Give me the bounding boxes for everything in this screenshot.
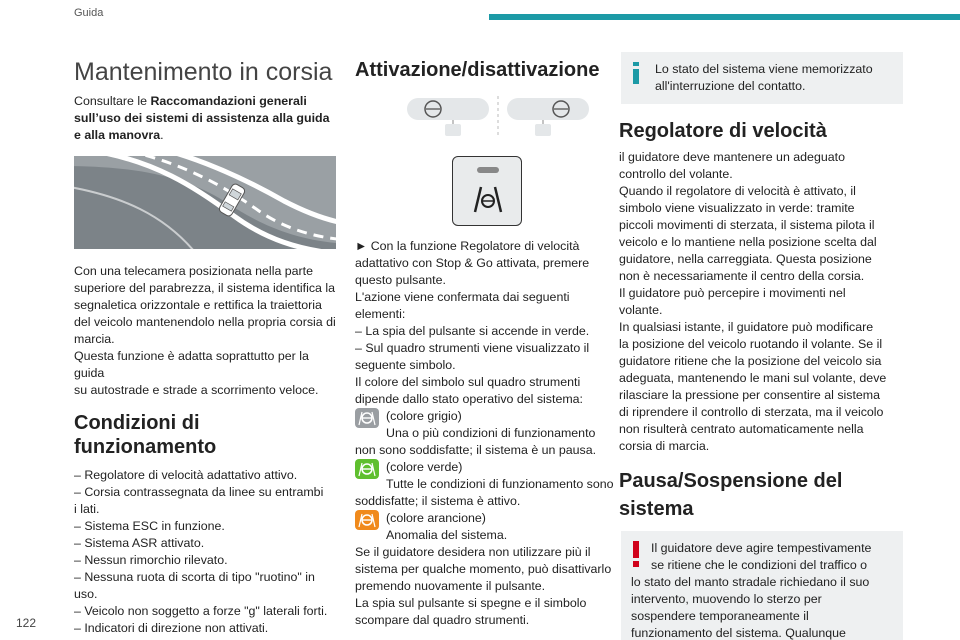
activation-line: adattativo con Stop & Go attivata, premere xyxy=(355,256,590,270)
state-grey-line2: non sono soddisfatte; il sistema è un pausa. xyxy=(355,443,597,457)
intro-paragraph xyxy=(74,93,336,144)
title-line: sistema xyxy=(619,498,694,520)
description-line: segnaletica orizzontale e rettifica la traiettoria xyxy=(74,298,322,312)
state-grey-line1: Una o più condizioni di funzionamento xyxy=(386,426,596,440)
state-green-label: (colore verde) xyxy=(386,460,463,474)
regulator-line: non è necessariamente il centro della corsia. xyxy=(619,269,865,283)
conditions-list xyxy=(74,467,336,637)
regulator-line: guidatore, nella carreggiata. Questa posizione xyxy=(619,252,872,266)
warning-line: sospendere temporaneamente il xyxy=(631,609,809,623)
deactivation-text xyxy=(355,544,620,629)
warning-note-box xyxy=(621,531,903,640)
subtitle-line: Condizioni di xyxy=(74,412,200,434)
regulator-line: Il guidatore può percepire i movimenti nel xyxy=(619,286,846,300)
warning-line: lo stato del manto stradale richiedano il suo xyxy=(631,575,870,589)
state-grey xyxy=(355,408,620,459)
info-note-box xyxy=(621,52,903,104)
column-lane-keeping xyxy=(74,52,336,637)
lane-assist-button[interactable] xyxy=(452,156,522,226)
regulator-line: controllo del volante. xyxy=(619,167,733,181)
condition-item: – Sistema ASR attivato. xyxy=(74,536,205,550)
state-grey-label: (colore grigio) xyxy=(386,409,462,423)
description-line: superiore del parabrezza, il sistema identifica la xyxy=(74,281,336,295)
regulator-line: corsia di marcia. xyxy=(619,439,710,453)
condition-item: – Nessuna ruota di scorta di tipo "ruotino" in xyxy=(74,570,315,584)
regulator-line: In qualsiasi istante, il guidatore può modificare xyxy=(619,320,874,334)
condition-item: – Sistema ESC in funzione. xyxy=(74,519,225,533)
condition-item: – Regolatore di velocità adattativo attivo. xyxy=(74,468,298,482)
activation-title: Attivazione/disattivazione xyxy=(355,59,600,81)
deactivation-line: scompare dal quadro strumenti. xyxy=(355,613,530,627)
regulator-line: adeguata, mantenendo le mani sul volante, deve xyxy=(619,371,887,385)
activation-text xyxy=(355,238,620,408)
regulator-line: non risulterà centrato automaticamente nella xyxy=(619,422,864,436)
state-green xyxy=(355,459,620,510)
lane-assist-orange-icon xyxy=(355,510,379,530)
state-orange-line1: Anomalia del sistema. xyxy=(386,528,508,542)
description-line: su autostrade e strade a scorrimento veloce. xyxy=(74,383,319,397)
description-line: Con una telecamera posizionata nella parte xyxy=(74,264,314,278)
activation-line: – Sul quadro strumenti viene visualizzato il xyxy=(355,341,590,355)
regulator-line: guidatore ritiene che la posizione del veicolo sia xyxy=(619,354,882,368)
deactivation-line: La spia sul pulsante si spegne e il simbolo xyxy=(355,596,587,610)
info-icon xyxy=(632,62,640,84)
state-green-line1: Tutte le condizioni di funzionamento sono xyxy=(386,477,614,491)
dashboard-buttons-illustration xyxy=(365,94,630,140)
condition-item: – Nessun rimorchio rilevato. xyxy=(74,553,228,567)
warning-line: se ritiene che le condizioni del traffico o xyxy=(651,558,868,572)
activation-line: – La spia del pulsante si accende in verde. xyxy=(355,324,590,338)
lane-keeping-description xyxy=(74,263,336,399)
intro-bold-reference: Raccomandazioni generali sull’uso dei sistemi di assistenza alla guida e alla manovra xyxy=(74,94,330,142)
warning-line: intervento, muovendo lo sterzo per xyxy=(631,592,822,606)
activation-line: ► Con la funzione Regolatore di velocità xyxy=(355,239,580,253)
regulator-line: simbolo viene visualizzato in verde: tramite xyxy=(619,201,855,215)
activation-line: dipende dallo stato operativo del sistema: xyxy=(355,392,583,406)
lane-assist-icon xyxy=(453,157,523,227)
intro-suffix: . xyxy=(160,128,164,142)
state-green-line2: soddisfatte; il sistema è attivo. xyxy=(355,494,521,508)
regulator-line: Quando il regolatore di velocità è attivato, il xyxy=(619,184,856,198)
regulator-line: piccoli movimenti di sterzata, il sistema pilota il xyxy=(619,218,875,232)
regulator-line: veicolo e lo mantiene nella posizione scelta dal xyxy=(619,235,877,249)
speed-regulator-text xyxy=(619,149,909,455)
deactivation-line: premendo nuovamente il pulsante. xyxy=(355,579,546,593)
description-line: marcia. xyxy=(74,332,115,346)
lane-assist-grey-icon xyxy=(355,408,379,428)
operating-conditions-title xyxy=(74,411,336,459)
speed-regulator-title: Regolatore di velocità xyxy=(619,120,827,142)
condition-item: uso. xyxy=(74,587,98,601)
header-accent-bar xyxy=(489,14,960,20)
description-line: Questa funzione è adatta soprattutto per la guida xyxy=(74,349,309,380)
intro-prefix: Consultare le xyxy=(74,94,151,108)
regulator-line: la posizione del veicolo ruotando il volante. Se il xyxy=(619,337,883,351)
state-orange xyxy=(355,510,620,544)
regulator-line: rilasciare la pressione per consentire al sistema xyxy=(619,388,881,402)
pause-suspension-title xyxy=(619,469,909,521)
activation-line: Il colore del simbolo sul quadro strumenti xyxy=(355,375,581,389)
lane-assist-green-icon xyxy=(355,459,379,479)
subtitle-line: funzionamento xyxy=(74,436,217,458)
activation-line: questo pulsante. xyxy=(355,273,446,287)
column-activation xyxy=(355,52,620,629)
lane-keeping-illustration xyxy=(74,156,336,249)
description-line: del veicolo mantenendolo nella propria corsia di xyxy=(74,315,336,329)
lane-keeping-title: Mantenimento in corsia xyxy=(74,58,333,86)
regulator-line: il guidatore deve mantenere un adeguato xyxy=(619,150,845,164)
warning-exclamation-icon xyxy=(630,541,642,567)
warning-line: Il guidatore deve agire tempestivamente xyxy=(651,541,872,555)
activation-line: L'azione viene confermata dai seguenti elementi: xyxy=(355,290,570,321)
column-speed-regulator xyxy=(619,52,909,640)
regulator-line: di riprendere il controllo di sterzata, ma il veicolo xyxy=(619,405,884,419)
condition-item: i lati. xyxy=(74,502,100,516)
condition-item: – Indicatori di direzione non attivati. xyxy=(74,621,269,635)
header-section-label: Guida xyxy=(74,7,104,19)
deactivation-line: sistema per qualche momento, può disattivarlo xyxy=(355,562,612,576)
title-line: Pausa/Sospensione del xyxy=(619,470,843,492)
info-line: all'interruzione del contatto. xyxy=(655,79,806,93)
condition-item: – Veicolo non soggetto a forze "g" laterali forti. xyxy=(74,604,328,618)
state-orange-label: (colore arancione) xyxy=(386,511,486,525)
warning-line: funzionamento del sistema. Qualunque xyxy=(631,626,846,640)
condition-item: – Corsia contrassegnata da linee su entrambi xyxy=(74,485,324,499)
deactivation-line: Se il guidatore desidera non utilizzare più il xyxy=(355,545,591,559)
activation-line: seguente simbolo. xyxy=(355,358,456,372)
regulator-line: volante. xyxy=(619,303,663,317)
page-number: 122 xyxy=(16,616,37,630)
info-line: Lo stato del sistema viene memorizzato xyxy=(655,62,873,76)
